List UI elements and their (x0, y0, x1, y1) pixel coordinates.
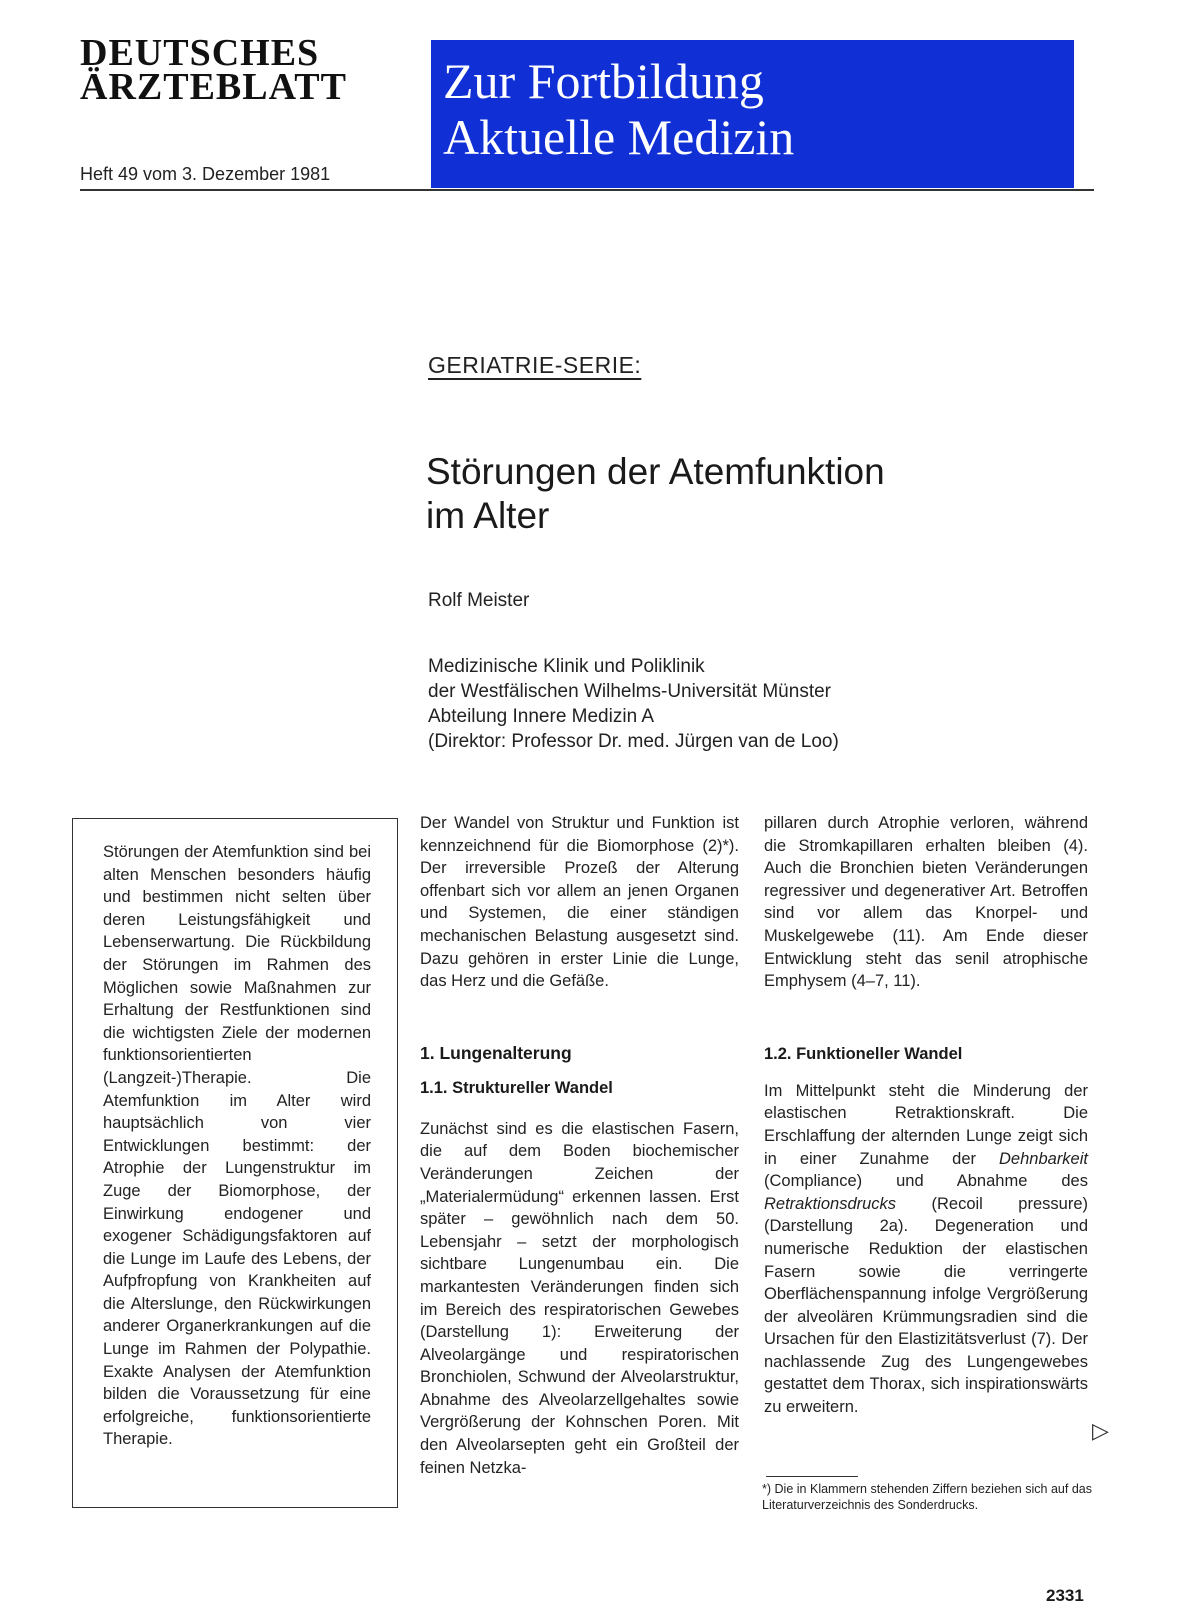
section-banner (431, 40, 1074, 188)
masthead-line-1: DEUTSCHES (80, 32, 320, 74)
affiliation (428, 654, 839, 754)
col3-body-text: Im Mittelpunkt steht die Minderung der elastischen Retraktionskraft. Die Erschlaffung der alternden Lunge zeigt sich in einer Zunahme der (764, 1081, 1088, 1168)
col3-intro: pillaren durch Atrophie verloren, während die Stromkapillaren erhalten bleiben (4). Auch die Bronchien bieten Veränderungen regressiver und degenerativer Art. Betroffen sind vor allem das Knorpel- und Muskelgewebe (11). Am Ende dieser Entwicklung steht das senil atrophische Emphysem (4–7, 11). (764, 814, 1088, 991)
issue-date: Heft 49 vom 3. Dezember 1981 (80, 164, 331, 184)
title-line-2: im Alter (426, 495, 550, 536)
series-label: GERIATRIE-SERIE: (428, 352, 642, 378)
header-rule (80, 189, 1094, 191)
journal-masthead (80, 32, 410, 108)
affiliation-line: der Westfälischen Wilhelms-Universität Münster (428, 681, 831, 702)
subsection-heading-struktureller-wandel: 1.1. Struktureller Wandel (420, 1078, 613, 1097)
col3-body (764, 1080, 1088, 1419)
abstract-text: Störungen der Atemfunktion sind bei alten Menschen besonders häufig und bestimmen nicht selten über deren Leistungsfähigkeit und Lebenserwartung. Die Rückbildung der Störungen im Rahmen des Möglichen sowie Maßnahmen zur Erhaltung der Restfunktionen sind die wichtigsten Ziele der modernen funktionsorientierten (Langzeit-)Therapie. Die Atemfunktion im Alter wird hauptsächlich von vier Entwicklungen bestimmt: der Atrophie der Lungenstruktur im Zuge der Biomorphose, der Einwirkung endogener und exogener Schädigungsfaktoren auf die Lunge im Laufe des Lebens, der Aufpfropfung von Krankheiten auf die Alterslunge, den Rückwirkungen anderer Organerkrankungen auf die Lunge im Rahmen der Polypathie. Exakte Analysen der Atemfunktion bilden die Voraussetzung für eine erfolgreiche, funktionsorientierte Therapie. (103, 843, 371, 1449)
column-3 (764, 812, 1088, 1419)
masthead-line-2: ÄRZTEBLATT (80, 66, 347, 108)
continue-arrow-icon: ▷ (1092, 1418, 1109, 1443)
affiliation-line: (Direktor: Professor Dr. med. Jürgen van de Loo) (428, 731, 839, 752)
title-line-1: Störungen der Atemfunktion (426, 451, 885, 492)
banner-line-2: Aktuelle Medizin (443, 109, 795, 165)
banner-line-1: Zur Fortbildung (443, 53, 764, 109)
article-title (426, 450, 885, 538)
column-2 (420, 812, 739, 1479)
emphasis-dehnbarkeit: Dehnbarkeit (999, 1149, 1088, 1168)
footnote-rule (766, 1476, 858, 1477)
subsection-heading-funktioneller-wandel: 1.2. Funktioneller Wandel (764, 1044, 963, 1063)
footnote: *) Die in Klammern stehenden Ziffern beziehen sich auf das Literaturverzeichnis des Sonderdrucks. (762, 1482, 1092, 1512)
affiliation-line: Abteilung Innere Medizin A (428, 706, 655, 727)
author-name: Rolf Meister (428, 590, 530, 611)
col2-intro: Der Wandel von Struktur und Funktion ist kennzeichnend für die Biomorphose (2)*). Der irreversible Prozeß der Alterung offenbart sich vor allem an jenen Organen und Systemen, die einer ständigen mechanischen Belastung ausgesetzt sind. Dazu gehören in erster Linie die Lunge, das Herz und die Gefäße. (420, 814, 739, 991)
col2-body: Zunächst sind es die elastischen Fasern, die auf dem Boden biochemischer Veränderungen Zeichen der „Materialermüdung“ erkennen lassen. Erst später – gewöhnlich nach dem 50. Lebensjahr – setzt der morphologisch sichtbare Lungenumbau ein. Die markantesten Veränderungen finden sich im Bereich des respiratorischen Gewebes (Darstellung 1): Erweiterung der Alveolargänge und respiratorischen Bronchiolen, Schwund der Alveolarstruktur, Abnahme des Alveolarzellgehaltes sowie Vergrößerung der Kohnschen Poren. Mit den Alveolarsepten geht ein Großteil der feinen Netzka- (420, 1119, 739, 1477)
col3-body-text: (Recoil pressure) (Darstellung 2a). Degeneration und numerische Reduktion der elastischen Fasern sowie die verringerte Oberflächenspannung infolge Vergrößerung der alveolären Krümmungsradien sind die Ursachen für den Elastizitätsverlust (7). Der nachlassende Zug des Lungengewebes gestattet dem Thorax, sich inspirationswärts zu erweitern. (764, 1194, 1088, 1417)
section-heading-lungenalterung: 1. Lungenalterung (420, 1042, 572, 1063)
emphasis-retraktionsdrucks: Retraktionsdrucks (764, 1194, 897, 1213)
col3-body-text: (Compliance) und Abnahme des (764, 1172, 1088, 1191)
affiliation-line: Medizinische Klinik und Poliklinik (428, 656, 705, 677)
page-number: 2331 (1046, 1586, 1084, 1605)
abstract-box (72, 818, 398, 1508)
